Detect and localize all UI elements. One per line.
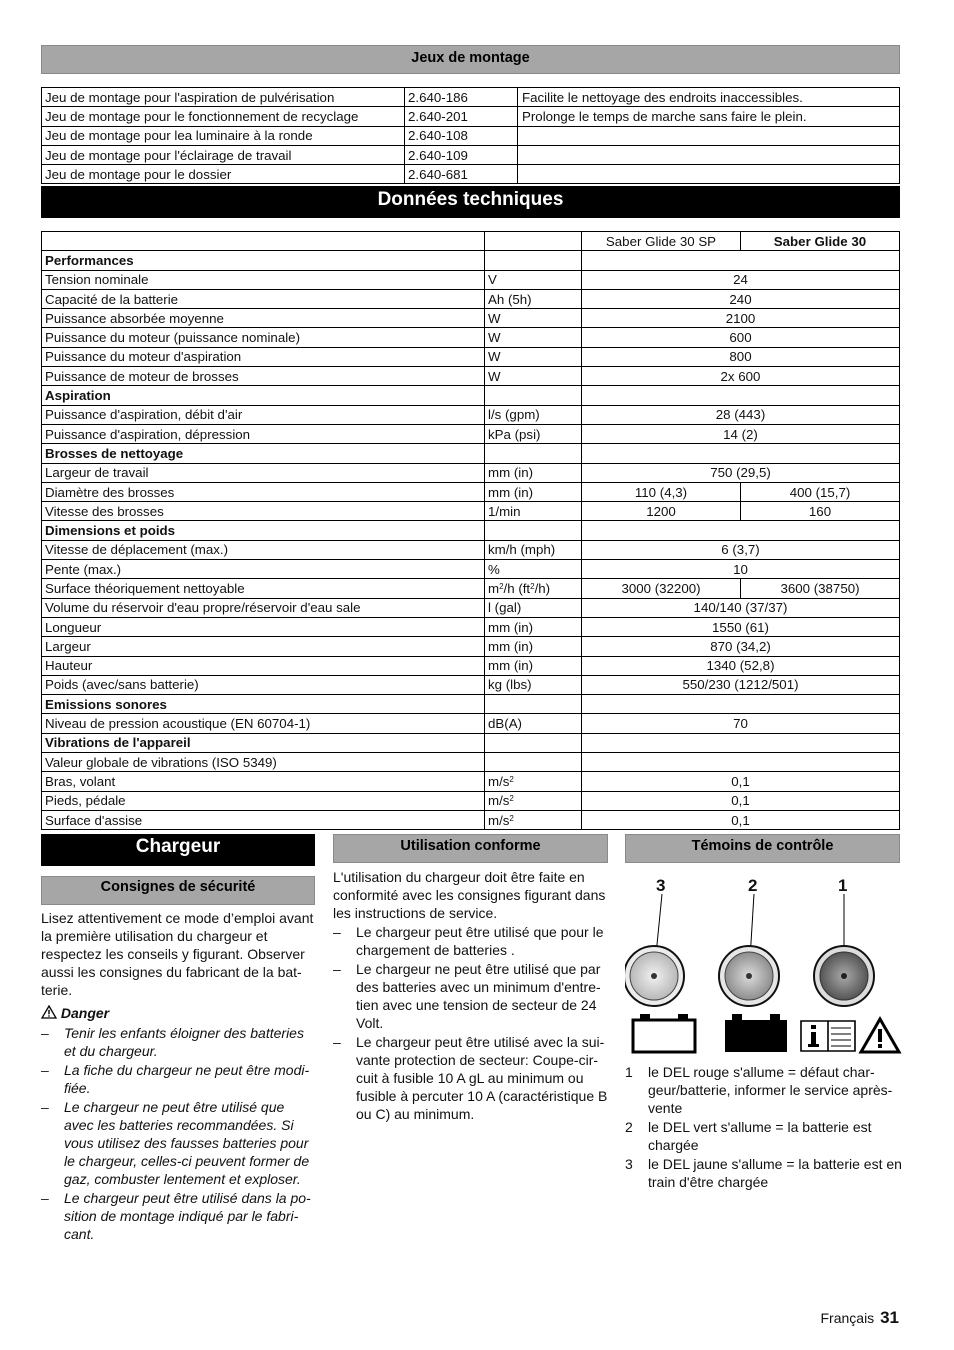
tech-row <box>42 714 900 733</box>
tech-label: Niveau de pression acoustique (EN 60704-1) <box>42 714 485 733</box>
tech-row <box>42 675 900 694</box>
tech-unit: mm (in) <box>485 482 582 501</box>
tech-unit: $m^2/h$ $(ft^2/h)$ <box>485 579 582 598</box>
chargeur-intro: Lisez attentivement ce mode d’emploi avant la première utilisation du chargeur et respectez les conseils y figurant. Observer aussi les consignes du fabricant de la bat-terie. <box>41 910 314 998</box>
manual-book-icon <box>801 1021 855 1051</box>
tech-unit: l/s (gpm) <box>485 405 582 424</box>
tech-section-row <box>42 733 900 752</box>
tech-value: 10 <box>582 560 900 579</box>
battery-full-icon <box>725 1014 787 1052</box>
charger-indicator-illustration <box>625 868 905 1058</box>
model-sp-header: Saber Glide 30 SP <box>582 232 741 251</box>
usage-item <box>333 1033 609 1123</box>
temoin-number: 1 <box>625 1064 633 1080</box>
tech-section-row <box>42 251 900 270</box>
warning-triangle-icon <box>861 1019 899 1052</box>
tech-unit: kPa (psi) <box>485 424 582 443</box>
tech-label: Bras, volant <box>42 772 485 791</box>
tech-unit: V <box>485 270 582 289</box>
tech-unit: l (gal) <box>485 598 582 617</box>
jeux-name-cell: Jeu de montage pour l'éclairage de travail <box>42 145 405 164</box>
jeux-row <box>42 145 900 164</box>
tech-unit: % <box>485 560 582 579</box>
tech-value: 1340 (52,8) <box>582 656 900 675</box>
list-dash: – <box>41 1062 49 1078</box>
jeux-ref-cell: 2.640-186 <box>405 88 518 107</box>
tech-label: Pente (max.) <box>42 560 485 579</box>
danger-label: Danger <box>60 1005 110 1021</box>
tech-unit: Ah (5h) <box>485 289 582 308</box>
section-heading-donnees: Données techniques <box>41 186 900 218</box>
led-label-2: 2 <box>748 876 758 895</box>
tech-row <box>42 270 900 289</box>
tech-row <box>42 424 900 443</box>
danger-item <box>41 1098 317 1188</box>
tech-value: 600 <box>582 328 900 347</box>
section-heading-temoins: Témoins de contrôle <box>625 834 900 863</box>
tech-value: 0,1 <box>582 791 900 810</box>
tech-section-row <box>42 521 900 540</box>
led-red-icon <box>814 946 874 1006</box>
tech-unit: mm (in) <box>485 656 582 675</box>
tech-value <box>582 753 900 772</box>
page-footer <box>821 1308 900 1328</box>
tech-unit: $m/s^2$ <box>485 791 582 810</box>
tech-row <box>42 540 900 559</box>
jeux-name-cell: Jeu de montage pour l'aspiration de pulvérisation <box>42 88 405 107</box>
tech-section-label: Aspiration <box>42 386 485 405</box>
tech-unit: mm (in) <box>485 637 582 656</box>
tech-label: Pieds, pédale <box>42 791 485 810</box>
tech-value: 0,1 <box>582 810 900 829</box>
tech-row <box>42 463 900 482</box>
danger-line <box>41 1004 317 1022</box>
jeux-row <box>42 126 900 145</box>
tech-label: Vitesse des brosses <box>42 502 485 521</box>
tech-unit: W <box>485 309 582 328</box>
tech-row <box>42 309 900 328</box>
tech-unit <box>485 753 582 772</box>
led-green-icon <box>719 946 779 1006</box>
tech-unit: $m/s^2$ <box>485 772 582 791</box>
tech-value: 70 <box>582 714 900 733</box>
tech-row <box>42 347 900 366</box>
temoin-text: le DEL vert s'allume = la batterie est chargée <box>648 1119 872 1153</box>
tech-section-row <box>42 695 900 714</box>
tech-unit: W <box>485 367 582 386</box>
jeux-row <box>42 165 900 184</box>
temoin-text: le DEL jaune s'allume = la batterie est en train d'être chargée <box>648 1156 902 1190</box>
tech-section-label: Emissions sonores <box>42 695 485 714</box>
list-dash: – <box>333 961 341 977</box>
temoin-number: 2 <box>625 1119 633 1135</box>
tech-unit: mm (in) <box>485 617 582 636</box>
danger-item <box>41 1061 317 1097</box>
tech-label: Puissance d'aspiration, dépression <box>42 424 485 443</box>
tech-value-sp: 1200 <box>582 502 741 521</box>
tech-label: Vitesse de déplacement (max.) <box>42 540 485 559</box>
tech-row <box>42 560 900 579</box>
tech-label: Capacité de la batterie <box>42 289 485 308</box>
usage-column <box>333 868 609 1123</box>
tech-label: Puissance de moteur de brosses <box>42 367 485 386</box>
list-text: La fiche du chargeur ne peut être modi-fiée. <box>64 1062 310 1096</box>
tech-value: 870 (34,2) <box>582 637 900 656</box>
led-yellow-icon <box>625 946 684 1006</box>
usage-intro: L'utilisation du chargeur doit être faite en conformité avec les consignes figurant dans les instructions de service. <box>333 869 606 921</box>
tech-unit: $m/s^2$ <box>485 810 582 829</box>
tech-row <box>42 772 900 791</box>
tech-value: 24 <box>582 270 900 289</box>
jeux-name-cell: Jeu de montage pour lea luminaire à la ronde <box>42 126 405 145</box>
tech-value-sp: 3000 (32200) <box>582 579 741 598</box>
tech-section-label: Brosses de nettoyage <box>42 444 485 463</box>
jeux-ref-cell: 2.640-681 <box>405 165 518 184</box>
tech-value: 140/140 (37/37) <box>582 598 900 617</box>
list-text: Tenir les enfants éloigner des batteries et du chargeur. <box>64 1025 304 1059</box>
tech-unit: mm (in) <box>485 463 582 482</box>
warning-icon <box>41 1005 57 1019</box>
tech-label: Puissance absorbée moyenne <box>42 309 485 328</box>
danger-list <box>41 1024 317 1243</box>
tech-label: Surface d'assise <box>42 810 485 829</box>
jeux-ref-cell: 2.640-108 <box>405 126 518 145</box>
jeux-desc-cell <box>518 165 900 184</box>
tech-value: 240 <box>582 289 900 308</box>
list-dash: – <box>333 924 341 940</box>
tech-row <box>42 482 900 501</box>
tech-unit: W <box>485 347 582 366</box>
section-heading-chargeur: Chargeur <box>41 834 315 866</box>
usage-item <box>333 923 609 959</box>
tech-label: Volume du réservoir d'eau propre/réservoir d'eau sale <box>42 598 485 617</box>
tech-row <box>42 367 900 386</box>
tech-row <box>42 637 900 656</box>
tech-header-row <box>42 232 900 251</box>
tech-row <box>42 328 900 347</box>
tech-value: 3600 (38750) <box>741 579 900 598</box>
tech-row <box>42 791 900 810</box>
tech-label: Valeur globale de vibrations (ISO 5349) <box>42 753 485 772</box>
temoins-list <box>625 1063 905 1192</box>
temoin-item <box>625 1063 905 1117</box>
list-text: Le chargeur ne peut être utilisé que par des batteries avec un minimum d'entre-tien avec une tension de secteur de 24 Volt. <box>356 961 601 1031</box>
jeux-desc-cell <box>518 145 900 164</box>
temoin-number: 3 <box>625 1156 633 1172</box>
tech-unit: kg (lbs) <box>485 675 582 694</box>
list-dash: – <box>41 1025 49 1041</box>
danger-item <box>41 1024 317 1060</box>
tech-row <box>42 598 900 617</box>
tech-value: 14 (2) <box>582 424 900 443</box>
led-label-1: 1 <box>838 876 848 895</box>
tech-value: 6 (3,7) <box>582 540 900 559</box>
tech-row <box>42 579 900 598</box>
tech-unit: km/h (mph) <box>485 540 582 559</box>
tech-row <box>42 405 900 424</box>
jeux-row <box>42 88 900 107</box>
tech-row <box>42 753 900 772</box>
tech-row <box>42 289 900 308</box>
tech-label: Largeur de travail <box>42 463 485 482</box>
jeux-desc-cell: Facilite le nettoyage des endroits inaccessibles. <box>518 88 900 107</box>
list-text: Le chargeur peut être utilisé dans la po-sition de montage indiqué par le fabri-cant. <box>64 1190 311 1242</box>
temoin-item <box>625 1118 905 1154</box>
tech-value: 2x 600 <box>582 367 900 386</box>
jeux-row <box>42 107 900 126</box>
indicator-diagram <box>625 868 905 1058</box>
tech-value: 2100 <box>582 309 900 328</box>
tech-table <box>41 231 900 830</box>
tech-row <box>42 502 900 521</box>
jeux-table <box>41 87 900 184</box>
tech-value: 550/230 (1212/501) <box>582 675 900 694</box>
list-text: Le chargeur peut être utilisé avec la sui-vante protection de secteur: Coupe-cir-cuit à fusible 10 A gL au minimum ou fusible à percuter 10 A (caractéristique B ou C) au minimum. <box>356 1034 608 1122</box>
footer-language: Français <box>820 1310 875 1326</box>
jeux-name-cell: Jeu de montage pour le dossier <box>42 165 405 184</box>
usage-item <box>333 960 609 1032</box>
jeux-desc-cell: Prolonge le temps de marche sans faire le plein. <box>518 107 900 126</box>
danger-item <box>41 1189 317 1243</box>
tech-label: Hauteur <box>42 656 485 675</box>
led-label-3: 3 <box>656 876 666 895</box>
tech-section-row <box>42 444 900 463</box>
list-text: Le chargeur peut être utilisé que pour le chargement de batteries . <box>356 924 604 958</box>
tech-value: 400 (15,7) <box>741 482 900 501</box>
temoin-text: le DEL rouge s'allume = défaut char-geur/batterie, informer le service après-vente <box>648 1064 893 1116</box>
tech-label: Puissance du moteur (puissance nominale) <box>42 328 485 347</box>
tech-row <box>42 656 900 675</box>
tech-label: Puissance d'aspiration, débit d'air <box>42 405 485 424</box>
tech-value: 28 (443) <box>582 405 900 424</box>
list-dash: – <box>41 1099 49 1115</box>
usage-list <box>333 923 609 1123</box>
battery-empty-icon <box>633 1014 695 1052</box>
jeux-ref-cell: 2.640-109 <box>405 145 518 164</box>
chargeur-column <box>41 909 317 1243</box>
jeux-ref-cell: 2.640-201 <box>405 107 518 126</box>
tech-value: 750 (29,5) <box>582 463 900 482</box>
tech-label: Largeur <box>42 637 485 656</box>
tech-value: 1550 (61) <box>582 617 900 636</box>
temoin-item <box>625 1155 905 1191</box>
tech-value: 160 <box>741 502 900 521</box>
tech-label: Diamètre des brosses <box>42 482 485 501</box>
tech-value: 0,1 <box>582 772 900 791</box>
section-heading-jeux: Jeux de montage <box>41 45 900 74</box>
tech-label: Tension nominale <box>42 270 485 289</box>
tech-unit: 1/min <box>485 502 582 521</box>
section-heading-utilisation: Utilisation conforme <box>333 834 608 863</box>
tech-label: Surface théoriquement nettoyable <box>42 579 485 598</box>
list-text: Le chargeur ne peut être utilisé que avec les batteries recommandées. Si vous utilisez des fausses batteries pour le chargeur, celles-ci peuvent former de gaz, combuster lentement et exploser. <box>64 1099 310 1187</box>
tech-value-sp: 110 (4,3) <box>582 482 741 501</box>
subheading-consignes: Consignes de sécurité <box>41 876 315 905</box>
list-dash: – <box>41 1190 49 1206</box>
tech-section-label: Dimensions et poids <box>42 521 485 540</box>
jeux-desc-cell <box>518 126 900 145</box>
page-number: 31 <box>880 1308 899 1327</box>
tech-row <box>42 617 900 636</box>
tech-unit: dB(A) <box>485 714 582 733</box>
tech-section-label: Performances <box>42 251 485 270</box>
tech-row <box>42 810 900 829</box>
tech-label: Poids (avec/sans batterie) <box>42 675 485 694</box>
tech-value: 800 <box>582 347 900 366</box>
jeux-name-cell: Jeu de montage pour le fonctionnement de recyclage <box>42 107 405 126</box>
list-dash: – <box>333 1034 341 1050</box>
tech-section-label: Vibrations de l'appareil <box>42 733 485 752</box>
model-header: Saber Glide 30 <box>741 232 900 251</box>
tech-label: Longueur <box>42 617 485 636</box>
tech-label: Puissance du moteur d'aspiration <box>42 347 485 366</box>
tech-section-row <box>42 386 900 405</box>
tech-unit: W <box>485 328 582 347</box>
